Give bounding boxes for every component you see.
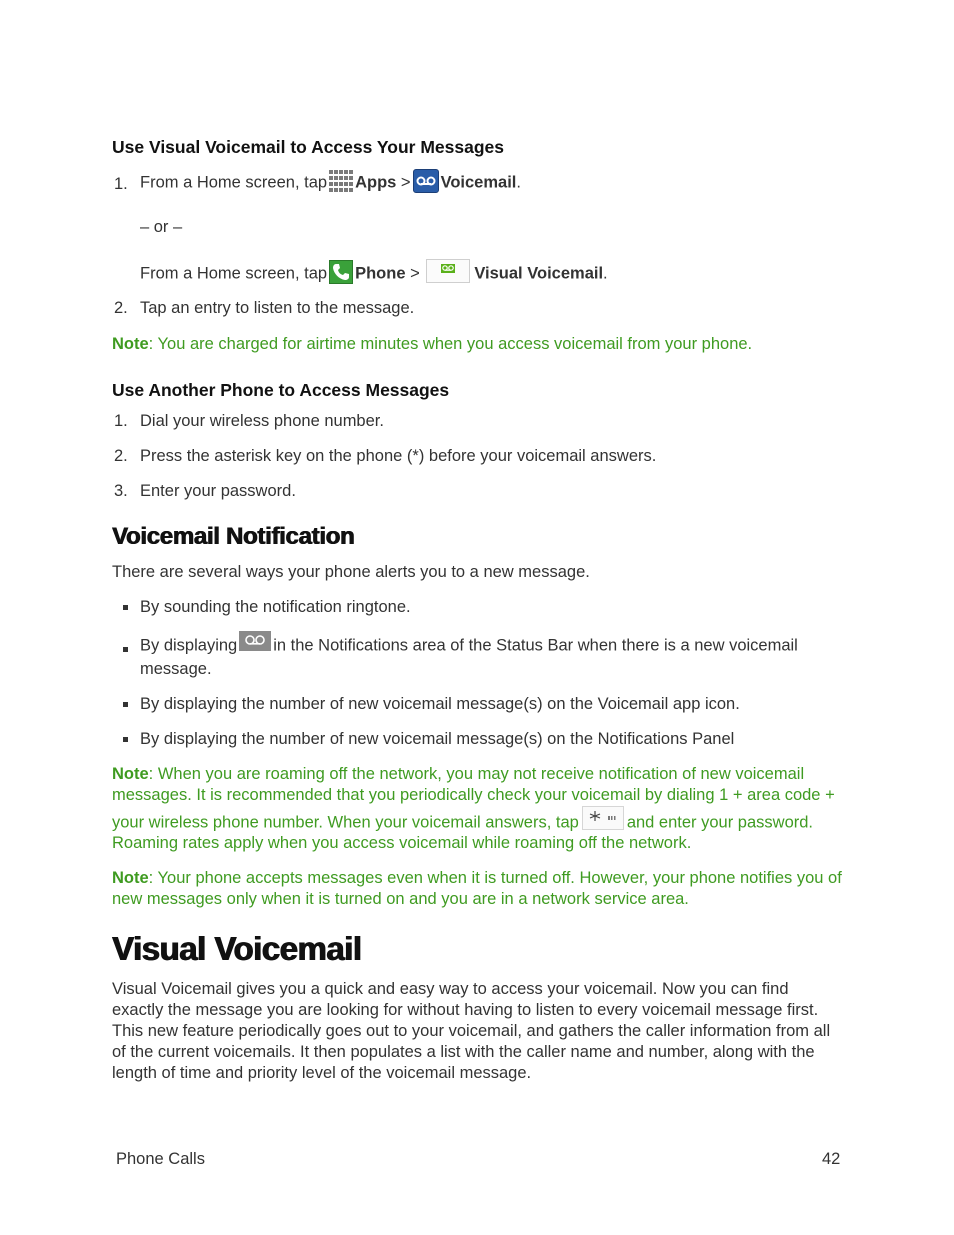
note-airtime: [112, 335, 752, 354]
phone-icon: [329, 260, 353, 284]
visual-voicemail-icon: [426, 259, 470, 283]
separator: >: [410, 264, 420, 283]
phone-label: Phone: [355, 264, 406, 283]
bullet-icon: [123, 605, 128, 610]
bullet-icon: [123, 737, 128, 742]
bullet-app-icon: By displaying the number of new voicemail message(s) on the Voicemail app icon.: [140, 695, 740, 713]
step-text: From a Home screen, tap: [140, 173, 328, 192]
status-voicemail-icon: [239, 631, 271, 651]
note-label: Note: [112, 765, 149, 783]
note-power-line2: new messages only when it is turned on and you are in a network service area.: [112, 890, 689, 908]
heading-another-phone: Use Another Phone to Access Messages: [112, 380, 450, 400]
step-number: 2.: [114, 447, 128, 465]
period: .: [603, 264, 608, 283]
heading-visual-vm-access: Use Visual Voicemail to Access Your Messages: [112, 137, 504, 157]
footer-section-title: Phone Calls: [116, 1150, 205, 1168]
note-power-line1: [112, 869, 842, 888]
heading-voicemail-notification: Voicemail Notification: [112, 523, 355, 550]
step-number: 1.: [114, 412, 128, 430]
bullet-icon: [123, 647, 128, 652]
visual-voicemail-body: Visual Voicemail gives you a quick and easy way to access your voicemail. Now you can find exactly the message you are looking for without having to listen to every voicemail message first. This new feature periodically goes out to your voicemail, and gathers the caller information from all of the current voicemails. It then populates a list with the caller name and number, along with the length of time and priority level of the voicemail message.: [112, 980, 831, 1082]
step-text: From a Home screen, tap: [140, 264, 328, 283]
voicemail-app-icon: [413, 169, 439, 193]
bullet-text: in the Notifications area of the Status Bar when there is a new voicemail: [273, 636, 798, 655]
bullet-ringtone: By sounding the notification ringtone.: [140, 598, 411, 616]
step-text: Press the asterisk key on the phone (*) before your voicemail answers.: [140, 447, 657, 465]
note-label: Note: [112, 869, 149, 887]
apps-label: Apps: [355, 173, 397, 192]
notification-intro: There are several ways your phone alerts you to a new message.: [112, 563, 590, 581]
note-text: : When you are roaming off the network, you may not receive notification of new voicemail: [148, 765, 805, 783]
separator: >: [400, 173, 411, 192]
footer-page-number: 42: [822, 1150, 841, 1168]
apps-grid-icon: [329, 170, 353, 192]
star-key-icon: [582, 806, 624, 830]
note-label: Note: [112, 335, 149, 353]
note-text: your wireless phone number. When your voicemail answers, tap: [112, 813, 579, 832]
note-text: : You are charged for airtime minutes when you access voicemail from your phone.: [148, 335, 753, 353]
bullet-notifications-panel: By displaying the number of new voicemail message(s) on the Notifications Panel: [140, 730, 735, 748]
step-number: 2.: [114, 299, 128, 317]
step-1-apps: [140, 169, 521, 197]
step-1-alt-phone: [140, 259, 608, 289]
bullet-status-bar: [140, 631, 798, 661]
step-text: Enter your password.: [140, 482, 296, 500]
or-separator: – or –: [140, 218, 183, 236]
voicemail-label: Voicemail: [440, 173, 517, 192]
note-text: and enter your password.: [626, 813, 814, 832]
note-roaming-line2: messages. It is recommended that you periodically check your voicemail by dialing 1 + area code +: [112, 786, 835, 804]
step-number: 3.: [114, 482, 128, 500]
step-text: Dial your wireless phone number.: [140, 412, 384, 430]
bullet-icon: [123, 702, 128, 707]
note-roaming-line1: [112, 765, 804, 784]
note-text: : Your phone accepts messages even when it is turned off. However, your phone notifies you of: [148, 869, 842, 887]
bullet-text: By displaying: [140, 636, 238, 655]
period: .: [516, 173, 521, 192]
visual-voicemail-label: Visual Voicemail: [474, 264, 604, 283]
step-2-text: Tap an entry to listen to the message.: [140, 299, 415, 317]
step-number: 1.: [114, 175, 128, 193]
heading-visual-voicemail: Visual Voicemail: [112, 930, 362, 967]
note-roaming-line4: Roaming rates apply when you access voicemail while roaming off the network.: [112, 834, 692, 852]
bullet-text-continuation: message.: [140, 660, 212, 678]
